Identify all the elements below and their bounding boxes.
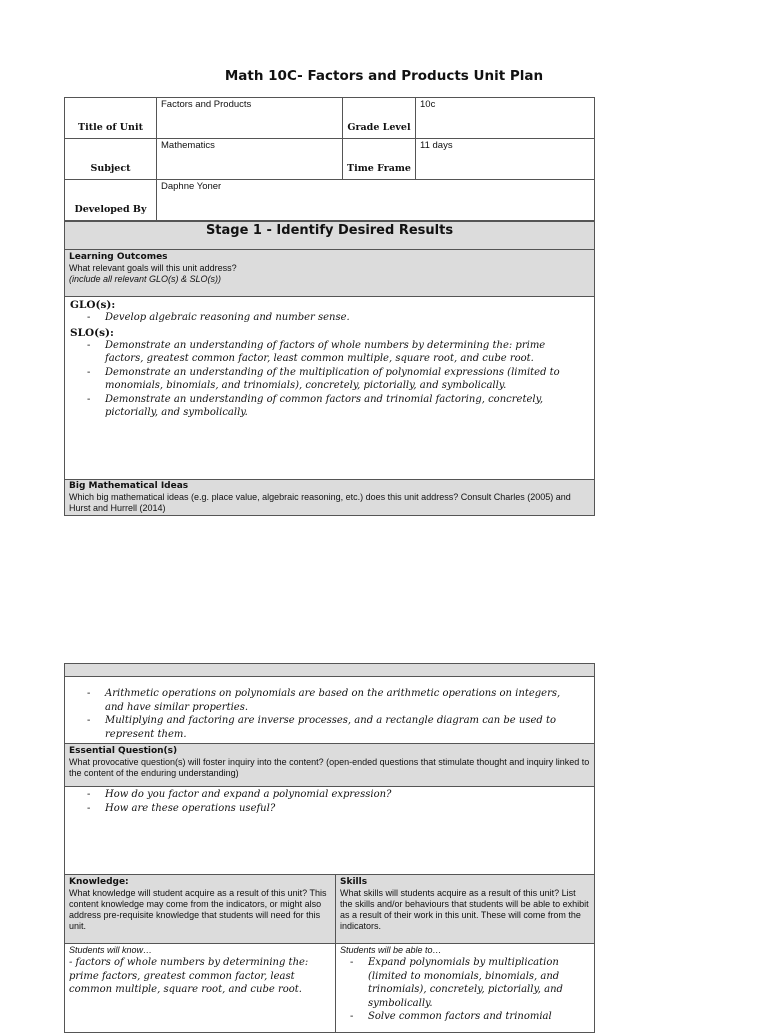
- grade-level-label: Grade Level: [343, 98, 416, 139]
- knowledge-prompt: What knowledge will student acquire as a result of this unit? This content knowledge may come from the indicators, or might also address pre-requisite knowledge that students will need for this unit.: [69, 888, 327, 931]
- document-title: Math 10C- Factors and Products Unit Plan: [224, 68, 544, 84]
- learning-outcomes-header: [64, 249, 595, 297]
- knowledge-content: [64, 943, 336, 1033]
- learning-outcomes-note: (include all relevant GLO(s) & SLO(s)): [69, 274, 222, 284]
- time-frame-label: Time Frame: [343, 139, 416, 180]
- knowledge-header: [64, 874, 336, 944]
- big-ideas-content: [64, 676, 595, 744]
- skills-content: [335, 943, 595, 1033]
- slo-list: [65, 339, 594, 420]
- essential-question-item: - How are these operations useful?: [87, 802, 594, 816]
- skills-prompt: What skills will students acquire as a result of this unit? List the skills and/or behaviours that students will be able to exhibit as a result of their work in this unit. These will come from the indicators.: [340, 888, 589, 931]
- essential-questions-content: [64, 786, 595, 875]
- outcomes-content: [64, 296, 595, 480]
- unit-info-table: [64, 97, 595, 221]
- glo-label: GLO(s):: [70, 299, 116, 311]
- developed-by-label: Developed By: [65, 180, 157, 221]
- grade-level-value: 10c: [416, 98, 595, 139]
- essential-question-item: - How do you factor and expand a polynomial expression?: [87, 788, 594, 802]
- slo-item: - Demonstrate an understanding of common factors and trinomial factoring, concretely, pictorially, and symbolically.: [87, 393, 582, 420]
- slo-label: SLO(s):: [70, 326, 114, 339]
- big-idea-item: - Arithmetic operations on polynomials are based on the arithmetic operations on integers, and have similar properties.: [87, 687, 582, 714]
- big-ideas-title: Big Mathematical Ideas: [69, 481, 189, 491]
- knowledge-title: Knowledge:: [69, 877, 129, 887]
- skills-intro: Students will be able to…: [340, 945, 442, 955]
- continued-header-strip: [64, 663, 595, 677]
- essential-questions-list: [65, 788, 594, 815]
- title-of-unit-value: Factors and Products: [157, 98, 343, 139]
- big-idea-item: - Multiplying and factoring are inverse processes, and a rectangle diagram can be used to represent them.: [87, 714, 582, 741]
- essential-questions-prompt: What provocative question(s) will foster inquiry into the content? (open-ended questions that stimulate thought and inquiry linked to the content of the enduring understanding): [69, 757, 590, 778]
- subject-label: Subject: [65, 139, 157, 180]
- skills-list: [336, 956, 594, 1024]
- slo-item: - Demonstrate an understanding of the multiplication of polynomial expressions (limited to monomials, binomials, and trinomials), concretely, pictorially, and symbolically.: [87, 366, 582, 393]
- skills-header: [335, 874, 595, 944]
- slo-item: - Demonstrate an understanding of factors of whole numbers by determining the: prime factors, greatest common factor, least common multiple, square root, and cube root.: [87, 339, 582, 366]
- knowledge-intro: Students will know…: [69, 945, 153, 955]
- essential-questions-header: [64, 743, 595, 787]
- big-ideas-header: [64, 479, 595, 516]
- glo-item: - Develop algebraic reasoning and number sense.: [87, 311, 594, 325]
- knowledge-body: - factors of whole numbers by determining the: prime factors, greatest common factor, least common multiple, square root, and cube root.: [69, 957, 309, 995]
- title-of-unit-label: Title of Unit: [65, 98, 157, 139]
- stage1-heading: Stage 1 - Identify Desired Results: [64, 221, 595, 250]
- learning-outcomes-title: Learning Outcomes: [69, 252, 168, 262]
- glo-list: [65, 311, 594, 325]
- skill-item: - Expand polynomials by multiplication (limited to monomials, binomials, and trinomials), concretely, pictorially, and symbolically.: [350, 956, 586, 1010]
- subject-value: Mathematics: [157, 139, 343, 180]
- skill-item: - Solve common factors and trinomial: [350, 1010, 586, 1024]
- skills-title: Skills: [340, 877, 368, 887]
- essential-questions-title: Essential Question(s): [69, 746, 178, 756]
- big-ideas-list: [65, 687, 594, 741]
- big-ideas-question: Which big mathematical ideas (e.g. place value, algebraic reasoning, etc.) does this unit address? Consult Charles (2005) and Hurst and Hurrell (2014): [69, 492, 571, 513]
- time-frame-value: 11 days: [416, 139, 595, 180]
- developed-by-value: Daphne Yoner: [157, 180, 595, 221]
- learning-outcomes-question: What relevant goals will this unit address?: [69, 263, 237, 273]
